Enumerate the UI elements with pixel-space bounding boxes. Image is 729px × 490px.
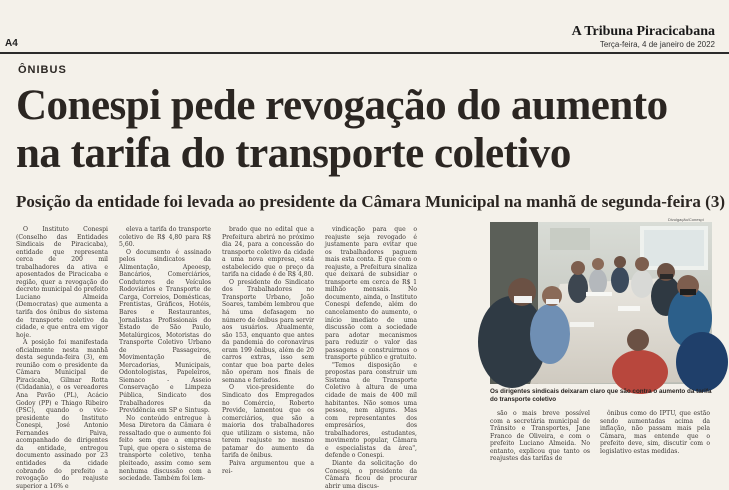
article-column-4 (325, 226, 417, 490)
paragraph: são o mais breve possível com a secretária municipal de Trânsito e Transportes, Jane Franco de Oliveira, e com o prefeito Luciano Almeida. No entanto, explicou que tanto os reajustes das tarifas de (490, 410, 590, 463)
paragraph: O vice-presidente do Sindicato dos Empregados no Comércio, Roberto Previde, lamentou que os comerciários, que são a maioria dos trabalhadores que utilizam o sistema, não terem reajuste no mesmo patamar do aumento da tarifa de ônibus. (222, 384, 314, 460)
paragraph: O Instituto Conespi (Conselho das Entidades Sindicais de Piracicaba), entidade que representa cerca de 200 mil trabalhadores da ativa e aposentados de Piracicaba e região, quer a revogação do decreto municipal do prefeito Luciano Almeida (Democratas) que aumenta a tarifa dos ônibus do sistema de transporte coletivo da cidade, e que entra em vigor hoje. (16, 226, 108, 339)
paragraph: eleva a tarifa do transporte coletivo de R$ 4,80 para R$ 5,60. (119, 226, 211, 249)
photo-credit: Divulgação/Conespi (668, 217, 704, 222)
paragraph: brado que no edital que a Prefeitura abrirá no próximo dia 24, para a concessão do transporte coletivo da cidade a uma nova empresa, está estabelecido que o preço da tarifa na cidade é de R$ 4,80. (222, 226, 314, 279)
paragraph: Diante da solicitação do Conespi, o presidente da Câmara ficou de procurar abrir uma discus- (325, 459, 417, 490)
section-tag: ÔNIBUS (18, 64, 67, 76)
newspaper-name: A Tribuna Piracicabana (571, 24, 715, 39)
masthead-divider (0, 52, 729, 54)
paragraph: vindicação para que o reajuste seja revogado é justamente para evitar que os trabalhadores paguem mais esta conta. E que com o reajuste, a Prefeitura sinaliza que deixará de subsidiar o transporte em cerca de R$ 1 milhão mensais. No documento, ainda, o Instituto Conespi defende, além do cancelamento do aumento, o início imediato de uma discussão com a sociedade para adotar mecanismos para reduzir o valor das passagens e construirmos o transporte público e gratuito. (325, 226, 417, 362)
masthead (0, 0, 729, 54)
subheadline: Posição da entidade foi levada ao presidente da Câmara Municipal na manhã de segunda-feira (3) (16, 192, 725, 211)
meeting-photo-illustration (490, 222, 712, 384)
article-column-1 (16, 226, 108, 490)
headline: Conespi pede revogação do aumento na tarifa do transporte coletivo (16, 82, 668, 177)
paragraph: ônibus como do IPTU, que estão sendo aumentadas acima da inflação, não passam mais pela Câmara, mas entende que o prefeito deve, sim, discutir com o legislativo estas medidas. (600, 410, 710, 455)
paragraph: No conteúdo entregue à Mesa Diretora da Câmara é ressaltado que o aumento foi feito sem que a empresa Tupi, que opera o sistema de transporte coletivo, tenha pleiteado, assim como sem nenhuma discussão com a sociedade. Também foi lem- (119, 414, 211, 483)
paragraph: O presidente do Sindicato dos Trabalhadores no Transporte Urbano, João Soares, também lembrou que há uma defasagem no número de ônibus para servir aos usuários. Atualmente, são 153, enquanto que antes da pandemia do coronavírus eram 199 ônibus, além de 20 carros extras, isso sem contar que boa parte deles não operam nos finais de semana e feriados. (222, 278, 314, 384)
paragraph: A posição foi manifestada oficialmente nesta manhã desta segunda-feira (3), em reunião com o presidente da Câmara Municipal de Piracicaba, Gilmar Rotta (Cidadania), e os vereadores Ana Pavão (PL), Acácio Godoy (PP) e Thiago Ribeiro (PSC), quando o vice-presidente do Instituto Conespi, José Antonio Fernandes Paiva, acompanhado de dirigentes da entidade, entregou documento assinado por 23 entidades da cidade cobrando do prefeito a revogação do reajuste superior a 16% e (16, 339, 108, 490)
article-column-2 (119, 226, 211, 485)
article-column-5 (490, 410, 590, 485)
page-number: A4 (5, 38, 18, 49)
edition-date: Terça-feira, 4 de janeiro de 2022 (599, 40, 715, 49)
article-column-3 (222, 226, 314, 485)
photo-caption: Os dirigentes sindicais deixaram claro que são contra o aumento da tarifa do transporte coletivo (490, 388, 712, 403)
article-column-6 (600, 410, 710, 485)
paragraph: O documento é assinado pelos sindicatos da Alimentação, Apeoesp, Bancários, Comerciários, Condutores de Veículos Rodoviários e Transporte de Carga, Correios, Domésticas, Frentistas, Gráficos, Hotéis, Bares e Restaurantes, Jornalistas Profissionais do Estado de São Paulo, Metalúrgicos, Motoristas do Transporte Coletivo Urbano de Passageiros, Movimentação de Mercadorias, Municipais, Odontologistas, Papeleiros, Siemaco - Asseio Conservação e Limpeza Pública, Sindicato dos Trabalhadores da Previdência em SP e Sintusp. (119, 248, 211, 415)
paragraph: "Temos disposição e propostas para construir um Sistema de Transporte Coletivo à altura de uma cidade de mais de 400 mil habitantes. Não somos uma pessoa, nem alguns. Mas com representantes dos empresários, dos trabalhadores, estudantes, movimento popular, Câmara e especialistas da área", defende o Conespi. (325, 361, 417, 460)
paragraph: Paiva argumentou que a rei- (222, 459, 314, 475)
meeting-photo (490, 222, 712, 384)
